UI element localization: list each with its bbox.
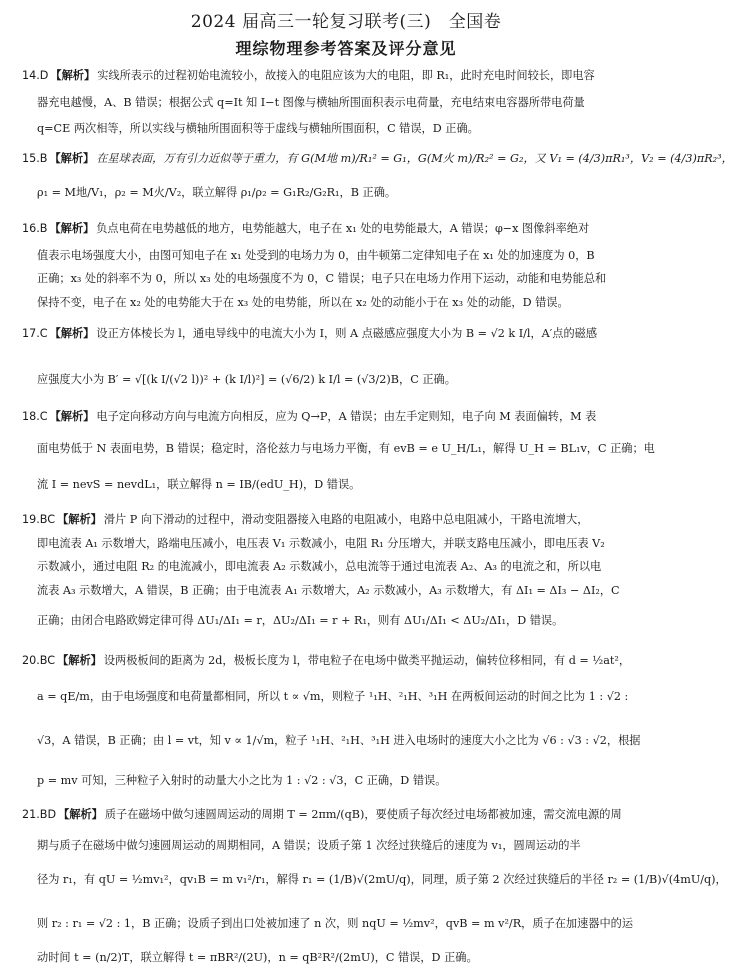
answer-line [22,152,733,166]
item-number: 15.B [22,152,48,165]
analysis-tag: 【解析】 [58,808,103,821]
answer-line: 流 I = nevS = nevdL₁，联立解得 n = IB/(edU_H)，D 错误。 [37,478,361,491]
answer-text: 实线所表示的过程初始电流较小，故接入的电阻应该为大的电阻，即 R₁，此时充电时间较长，即电容 [97,69,595,82]
answer-line: 期与质子在磁场中做匀速圆周运动的周期相同，A 错误；设质子第 1 次经过狭缝后的速度为 v₁，圆周运动的半 [37,839,581,852]
item-number: 21.BD [22,808,57,821]
answer-text: 设正方体棱长为 l，通电导线中的电流大小为 I，则 A 点磁感应强度大小为 B = √2 k I/l，A′点的磁感 [96,327,598,340]
page-title: 2024 届高三一轮复习联考(三) 全国卷 [190,12,502,32]
answer-text: 负点电荷在电势越低的地方，电势能越大，电子在 x₁ 处的电势能最大，A 错误；φ−x 图像斜率绝对 [96,222,590,235]
item-number: 16.B [22,222,48,235]
answer-line: 应强度大小为 B′ = √[(k I/(√2 l))² + (k I/l)²] = (√6/2) k I/l = (√3/2)B，C 正确。 [37,373,456,386]
analysis-tag: 【解析】 [49,222,95,235]
answer-text: 电子定向移动方向与电流方向相反，应为 Q→P，A 错误；由左手定则知，电子向 M 表面偏转，M 表 [96,410,597,423]
answer-line: 正确；x₃ 处的斜率不为 0，所以 x₃ 处的电场强度不为 0，C 错误；电子只在电场力作用下运动，动能和电势能总和 [37,272,607,285]
analysis-tag: 【解析】 [49,327,95,340]
answer-line: 保持不变，电子在 x₂ 处的电势能大于在 x₃ 处的电势能，所以在 x₂ 处的动能小于在 x₃ 处的动能，D 错误。 [37,296,569,309]
answer-line [22,327,663,341]
answer-text: 质子在磁场中做匀速圆周运动的周期 T = 2πm/(qB)，要使质子每次经过电场都被加速，需交流电源的周 [104,808,622,821]
answer-line: q=CE 两次相等，所以实线与横轴所围面积等于虚线与横轴所围面积，C 错误，D 正确。 [37,122,479,135]
answer-line: 器充电越慢，A、B 错误；根据公式 q=It 知 I−t 图像与横轴所围面积表示电荷量，充电结束电容器所带电荷量 [37,96,585,109]
answer-text: 滑片 P 向下滑动的过程中，滑动变阻器接入电路的电阻减小，电路中总电阻减小，干路电流增大， [103,513,589,526]
answer-line: 示数减小，通过电阻 R₂ 的电流减小，即电流表 A₂ 示数减小，总电流等于通过电流表 A₂、A₃ 的电流之和，所以电 [37,560,602,573]
answer-line: ρ₁ = M地/V₁，ρ₂ = M火/V₂，联立解得 ρ₁/ρ₂ = G₁R₂/G₂R₁，B 正确。 [37,186,397,199]
answer-text: 在星球表面，万有引力近似等于重力，有 G(M地 m)/R₁² = G₁，G(M火 m)/R₂² = G₂，又 V₁ = (4/3)πR₁³，V₂ = (4/3)πR₂³， [96,152,733,165]
answer-line: p = mv 可知，三种粒子入射时的动量大小之比为 1 : √2 : √3，C 正确，D 错误。 [37,774,447,787]
page-subtitle: 理综物理参考答案及评分意见 [235,39,457,58]
item-number: 17.C [22,327,48,340]
answer-text: 设两极板间的距离为 2d，极板长度为 l，带电粒子在电场中做类平抛运动，偏转位移相同，有 d = ½at²， [103,654,631,667]
item-number: 18.C [22,410,48,423]
analysis-tag: 【解析】 [57,654,102,667]
answer-line: 动时间 t = (n/2)T，联立解得 t = πBR²/(2U)，n = qB²R²/(2mU)，C 错误，D 正确。 [37,951,478,964]
answer-line [22,654,663,668]
answer-line: 流表 A₃ 示数增大，A 错误，B 正确；由于电流表 A₁ 示数增大，A₂ 示数减小，A₃ 示数增大，有 ΔI₁ = ΔI₃ − ΔI₂，C [37,584,620,597]
answer-line [22,808,663,822]
analysis-tag: 【解析】 [49,152,95,165]
answer-line: a = qE/m，由于电场强度和电荷量都相同，所以 t ∝ √m，则粒子 ¹₁H、²₁H、³₁H 在两板间运动的时间之比为 1 : √2 : [37,690,629,703]
answer-line [22,513,663,527]
item-number: 14.D [22,69,49,82]
answer-line: 径为 r₁，有 qU = ½mv₁²，qv₁B = m v₁²/r₁，解得 r₁ = (1/B)√(2mU/q)，同理，质子第 2 次经过狭缝后的半径 r₂ = (1/B)√(4mU/q)， [37,873,727,886]
analysis-tag: 【解析】 [49,410,95,423]
answer-line: √3，A 错误，B 正确；由 l = vt，知 v ∝ 1/√m，粒子 ¹₁H、²₁H、³₁H 进入电场时的速度大小之比为 √6 : √3 : √2，根据 [37,734,641,747]
answer-line [22,410,663,424]
answer-line [22,222,663,236]
answer-line: 面电势低于 N 表面电势，B 错误；稳定时，洛伦兹力与电场力平衡，有 evB = e U_H/L₁，解得 U_H = BL₁v，C 正确；电 [37,442,655,455]
item-number: 20.BC [22,654,56,667]
answer-line: 正确；由闭合电路欧姆定律可得 ΔU₁/ΔI₁ = r，ΔU₂/ΔI₁ = r + R₁，则有 ΔU₁/ΔI₁ < ΔU₂/ΔI₁，D 错误。 [37,614,564,627]
analysis-tag: 【解析】 [50,69,96,82]
answer-line: 即电流表 A₁ 示数增大，路端电压减小，电压表 V₁ 示数减小，电阻 R₁ 分压增大，并联支路电压减小，即电压表 V₂ [37,537,605,550]
answer-line: 值表示电场强度大小，由图可知电子在 x₁ 处受到的电场力为 0，由牛顿第二定律知电子在 x₁ 处的加速度为 0，B [37,249,595,262]
item-number: 19.BC [22,513,56,526]
answer-line [22,69,663,83]
answer-line: 则 r₂ : r₁ = √2 : 1，B 正确；设质子到出口处被加速了 n 次，则 nqU = ½mv²，qvB = m v²/R，质子在加速器中的运 [37,917,634,930]
analysis-tag: 【解析】 [57,513,102,526]
